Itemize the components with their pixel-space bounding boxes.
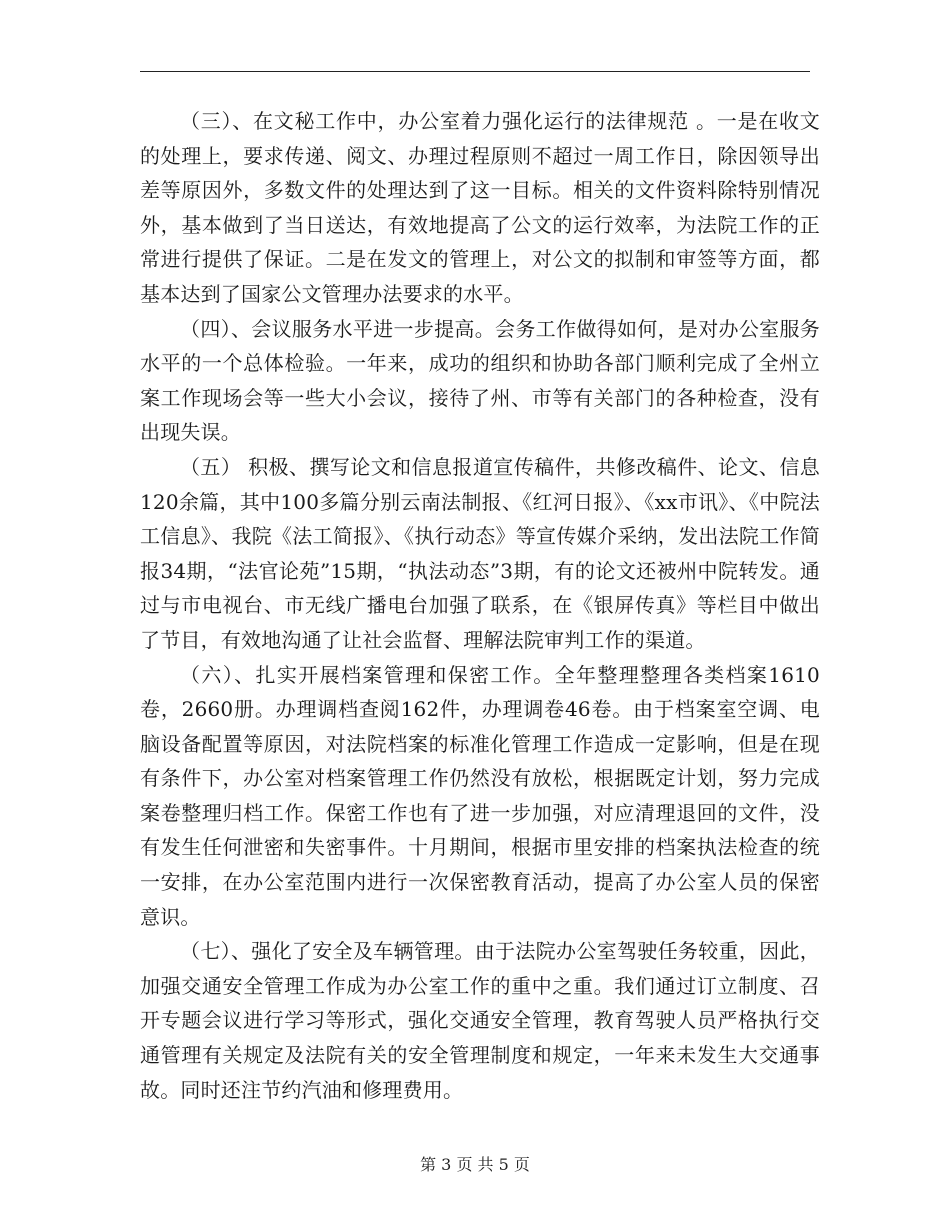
paragraph-3: （三）、在文秘工作中，办公室着力强化运行的法律规范 。一是在收文的处理上，要求传递、阅文、办理过程原则不超过一周工作日，除因领导出差等原因外，多数文件的处理达到了这一目标。相关的文件资料除特别情况外，基本做到了当日送达，有效地提高了公文的运行效率，为法院工作的正常进行提供了保证。二是在发文的管理上，对公文的拟制和审签等方面，都基本达到了国家公文管理办法要求的水平。 [140, 109, 820, 306]
paragraph-7: （七）、强化了安全及车辆管理。由于法院办公室驾驶任务较重，因此，加强交通安全管理工作成为办公室工作的重中之重。我们通过订立制度、召开专题会议进行学习等形式，强化交通安全管理，教育驾驶人员严格执行交通管理有关规定及法院有关的安全管理制度和规定，一年来未发生大交通事故。同时还注节约汽油和修理费用。 [140, 939, 820, 1102]
paragraph-6: （六）、扎实开展档案管理和保密工作。全年整理整理各类档案1610卷，2660册。办理调档查阅162件，办理调卷46卷。由于档案室空调、电脑设备配置等原因，对法院档案的标准化管理工作造成一定影响，但是在现有条件下，办公室对档案管理工作仍然没有放松，根据既定计划，努力完成案卷整理归档工作。保密工作也有了进一步加强，对应清理退回的文件，没有发生任何泄密和失密事件。十月期间，根据市里安排的档案执法检查的统一安排，在办公室范围内进行一次保密教育活动，提高了办公室人员的保密意识。 [140, 662, 820, 929]
document-body [140, 104, 820, 1107]
page-footer: 第 3 页 共 5 页 [420, 1155, 530, 1174]
header-rule [140, 71, 810, 72]
paragraph-4: （四）、会议服务水平进一步提高。会务工作做得如何，是对办公室服务水平的一个总体检验。一年来，成功的组织和协助各部门顺利完成了全州立案工作现场会等一些大小会议，接待了州、市等有关部门的各种检查，没有出现失误。 [140, 316, 820, 445]
paragraph-5: （五） 积极、撰写论文和信息报道宣传稿件，共修改稿件、论文、信息120余篇，其中100多篇分别云南法制报、《红河日报》、《xx市讯》、《中院法工信息》、我院《法工简报》、《执行动态》等宣传媒介采纳，发出法院工作简报34期，“法官论苑”15期，“执法动态”3期，有的论文还被州中院转发。通过与市电视台、市无线广播电台加强了联系，在《银屏传真》等栏目中做出了节目，有效地沟通了让社会监督、理解法院审判工作的渠道。 [140, 454, 820, 652]
